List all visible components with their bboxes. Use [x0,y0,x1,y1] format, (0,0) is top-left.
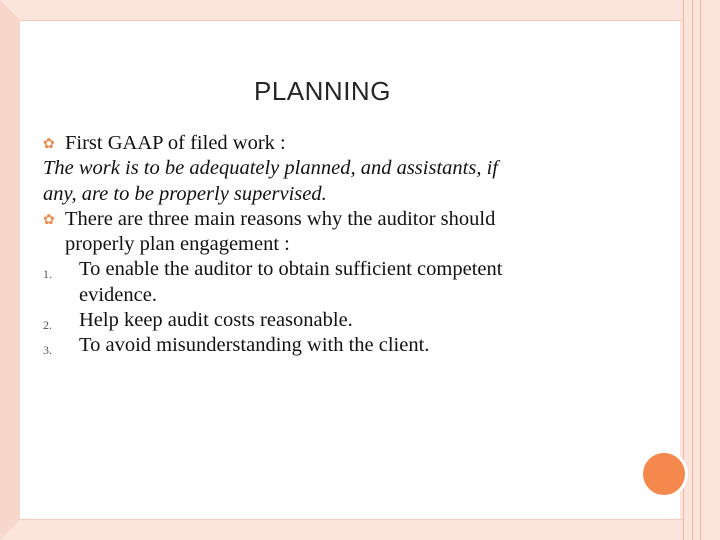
gear-bullet-icon: ✿ [43,136,55,152]
slide-body [43,131,623,359]
item-number: 3. [43,343,52,358]
decorative-line [692,0,693,540]
item-text-continuation: evidence. [79,283,157,306]
bullet-item [43,207,623,232]
decorative-line [700,0,701,540]
numbered-item [43,308,623,333]
body-text-line: any, are to be properly supervised. [43,182,327,205]
bullet-item [43,131,623,156]
decorative-line [20,519,683,520]
bullet-text-continuation: properly plan engagement : [65,233,290,256]
gear-bullet-icon: ✿ [43,211,55,228]
item-text: To avoid misunderstanding with the client. [79,334,430,357]
slide-title: PLANNING [254,76,391,106]
item-text: To enable the auditor to obtain sufficient competent [79,258,503,281]
bullet-text: There are three main reasons why the auditor should [65,207,496,230]
item-number: 1. [43,267,52,282]
decorative-line [20,20,683,21]
accent-circle [640,450,688,498]
item-number: 2. [43,318,52,333]
body-text-line: The work is to be adequately planned, and assistants, if [43,157,498,180]
numbered-item [43,257,623,282]
bullet-text: First GAAP of filed work : [65,132,286,154]
numbered-item [43,333,623,358]
item-text: Help keep audit costs reasonable. [79,309,353,332]
